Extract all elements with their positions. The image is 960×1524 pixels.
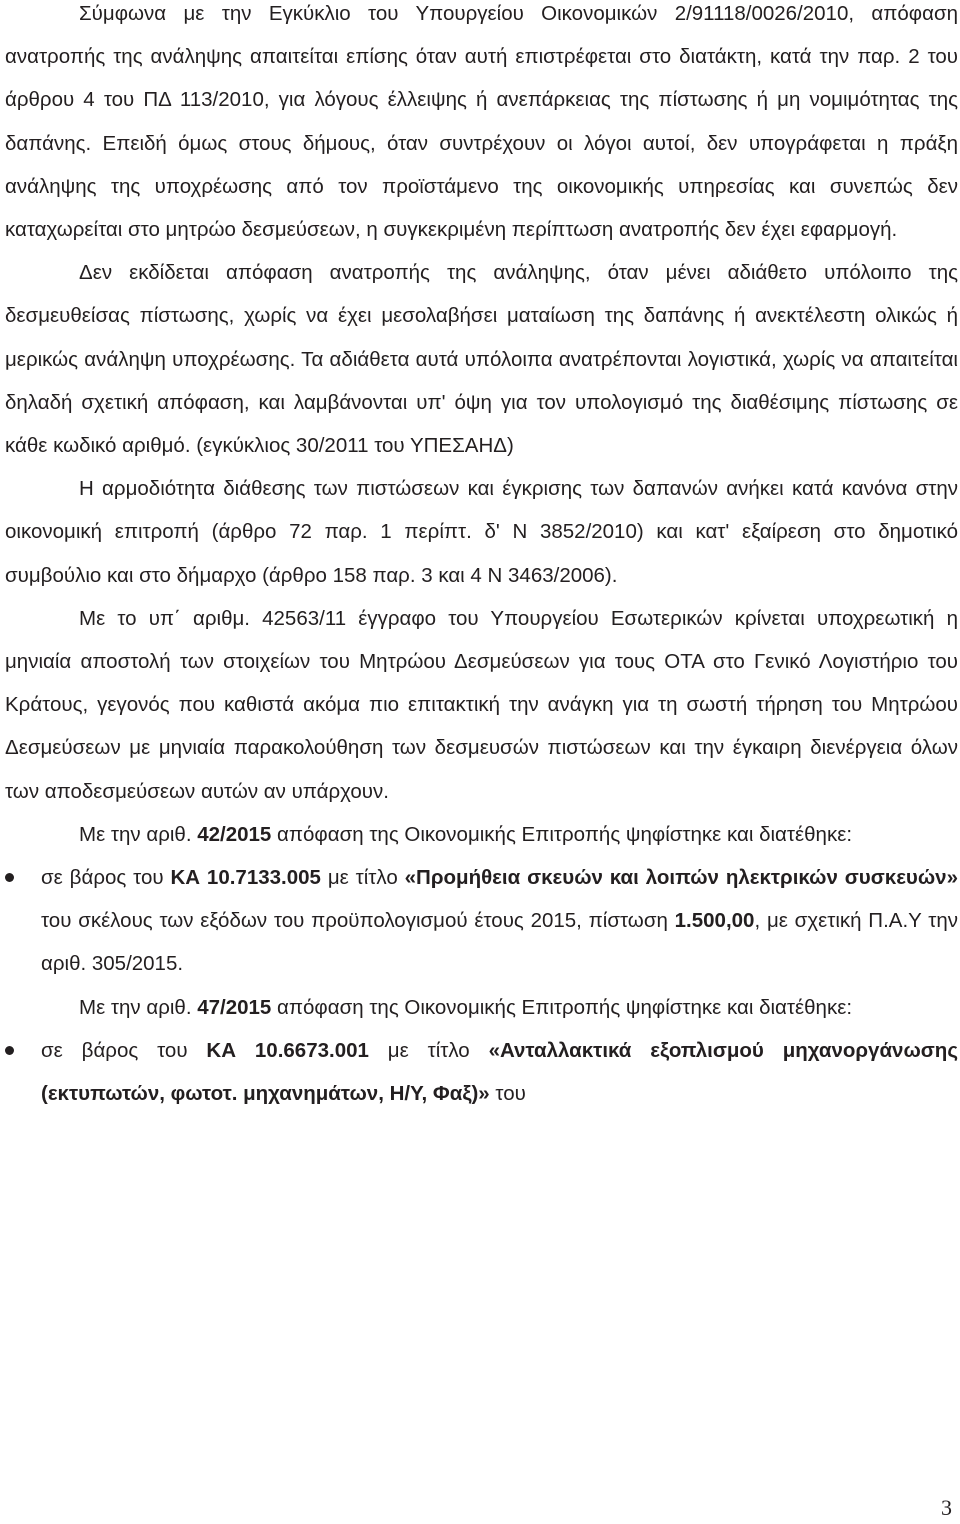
paragraph-no-reversal: Δεν εκδίδεται απόφαση ανατροπής της ανάληψης, όταν μένει αδιάθετο υπόλοιπο της δεσμευθείσας πίστωσης, χωρίς να έχει μεσολαβήσει ματαίωση της δαπάνης ή ανεκτέλεστη ολικώς ή μερικώς ανάληψη υποχρέωσης. Τα αδιάθετα αυτά υπόλοιπα ανατρέπονται λογιστικά, χωρίς να απαιτείται δηλαδή σχετική απόφαση, και λαμβάνονται υπ' όψη για τον υπολογισμό της διαθέσιμης πίστωσης σε κάθε κωδικό αριθμό. (εγκύκλιος 30/2011 του ΥΠΕΣΑΗΔ) <box>5 261 958 458</box>
bullet-text: σε βάρος του <box>41 1038 207 1062</box>
document-body <box>5 0 958 1115</box>
decision-1-bullet <box>5 856 958 986</box>
decision-1-intro <box>5 813 958 856</box>
bullet-text: , με σχετική Π.Α.Υ την αριθ. 305/2015. <box>41 909 958 976</box>
decision-2-number: 47/2015 <box>197 995 272 1019</box>
bullet-text: του σκέλους των εξόδων του προϋπολογισμού έτους 2015, πίστωση <box>41 909 675 933</box>
decision-2-intro-pre: Με την αριθ. <box>79 995 198 1019</box>
bullet-text: σε βάρος του <box>41 866 171 890</box>
decision-1-intro-pre: Με την αριθ. <box>79 822 198 846</box>
bullet-text: με τίτλο <box>320 866 405 890</box>
budget-code: ΚΑ 10.7133.005 <box>170 866 321 890</box>
decision-1-number: 42/2015 <box>197 822 272 846</box>
budget-title: «Προμήθεια σκευών και λοιπών ηλεκτρικών συσκευών» <box>404 866 958 890</box>
paragraph-competence: Η αρμοδιότητα διάθεσης των πιστώσεων και έγκρισης των δαπανών ανήκει κατά κανόνα στην οικονομική επιτροπή (άρθρο 72 παρ. 1 περίπτ. δ' Ν 3852/2010) και κατ' εξαίρεση στο δημοτικό συμβούλιο και στο δήμαρχο (άρθρο 158 παρ. 3 και 4 Ν 3463/2006). <box>5 477 958 587</box>
page-number: 3 <box>941 1495 952 1520</box>
paragraph-registry: Με το υπ΄ αριθμ. 42563/11 έγγραφο του Υπουργείου Εσωτερικών κρίνεται υποχρεωτική η μηνιαία αποστολή των στοιχείων του Μητρώου Δεσμεύσεων για τους ΟΤΑ στο Γενικό Λογιστήριο του Κράτους, γεγονός που καθιστά ακόμα πιο επιτακτική την ανάγκη για τη σωστή τήρηση του Μητρώου Δεσμεύσεων με μηνιαία παρακολούθηση των δεσμευσών πιστώσεων και την έγκαιρη διενέργεια όλων των αποδεσμεύσεων αυτών αν υπάρχουν. <box>5 606 958 803</box>
decision-2-intro <box>5 986 958 1029</box>
budget-title: «Ανταλλακτικά εξοπλισμού μηχανοργάνωσης (εκτυπωτών, φωτοτ. μηχανημάτων, Η/Υ, Φαξ)» <box>41 1038 958 1106</box>
decision-1-intro-post: απόφαση της Οικονομικής Επιτροπής ψηφίστηκε και διατέθηκε: <box>271 822 853 846</box>
bullet-icon <box>5 873 14 882</box>
budget-code: ΚΑ 10.6673.001 <box>206 1038 369 1062</box>
credit-amount: 1.500,00 <box>674 909 755 933</box>
paragraph-circular: Σύμφωνα με την Εγκύκλιο του Υπουργείου Οικονομικών 2/91118/0026/2010, απόφαση ανατροπής της ανάληψης απαιτείται επίσης όταν αυτή επιστρέφεται στο διατάκτη, κατά την παρ. 2 του άρθρου 4 του ΠΔ 113/2010, για λόγους έλλειψης ή ανεπάρκειας της πίστωσης ή μη νομιμότητας της δαπάνης. Επειδή όμως στους δήμους, όταν συντρέχουν οι λόγοι αυτοί, δεν υπογράφεται η πράξη ανάληψης της υποχρέωσης από τον προϊστάμενο της οικονομικής υπηρεσίας και συνεπώς δεν καταχωρείται στο μητρώο δεσμεύσεων, η συγκεκριμένη περίπτωση ανατροπής δεν έχει εφαρμογή. <box>5 2 958 242</box>
decision-2-bullet <box>5 1029 958 1115</box>
bullet-text: του <box>489 1082 526 1106</box>
decision-2-intro-post: απόφαση της Οικονομικής Επιτροπής ψηφίστηκε και διατέθηκε: <box>271 995 853 1019</box>
bullet-icon <box>5 1046 14 1055</box>
bullet-text: με τίτλο <box>368 1038 489 1062</box>
